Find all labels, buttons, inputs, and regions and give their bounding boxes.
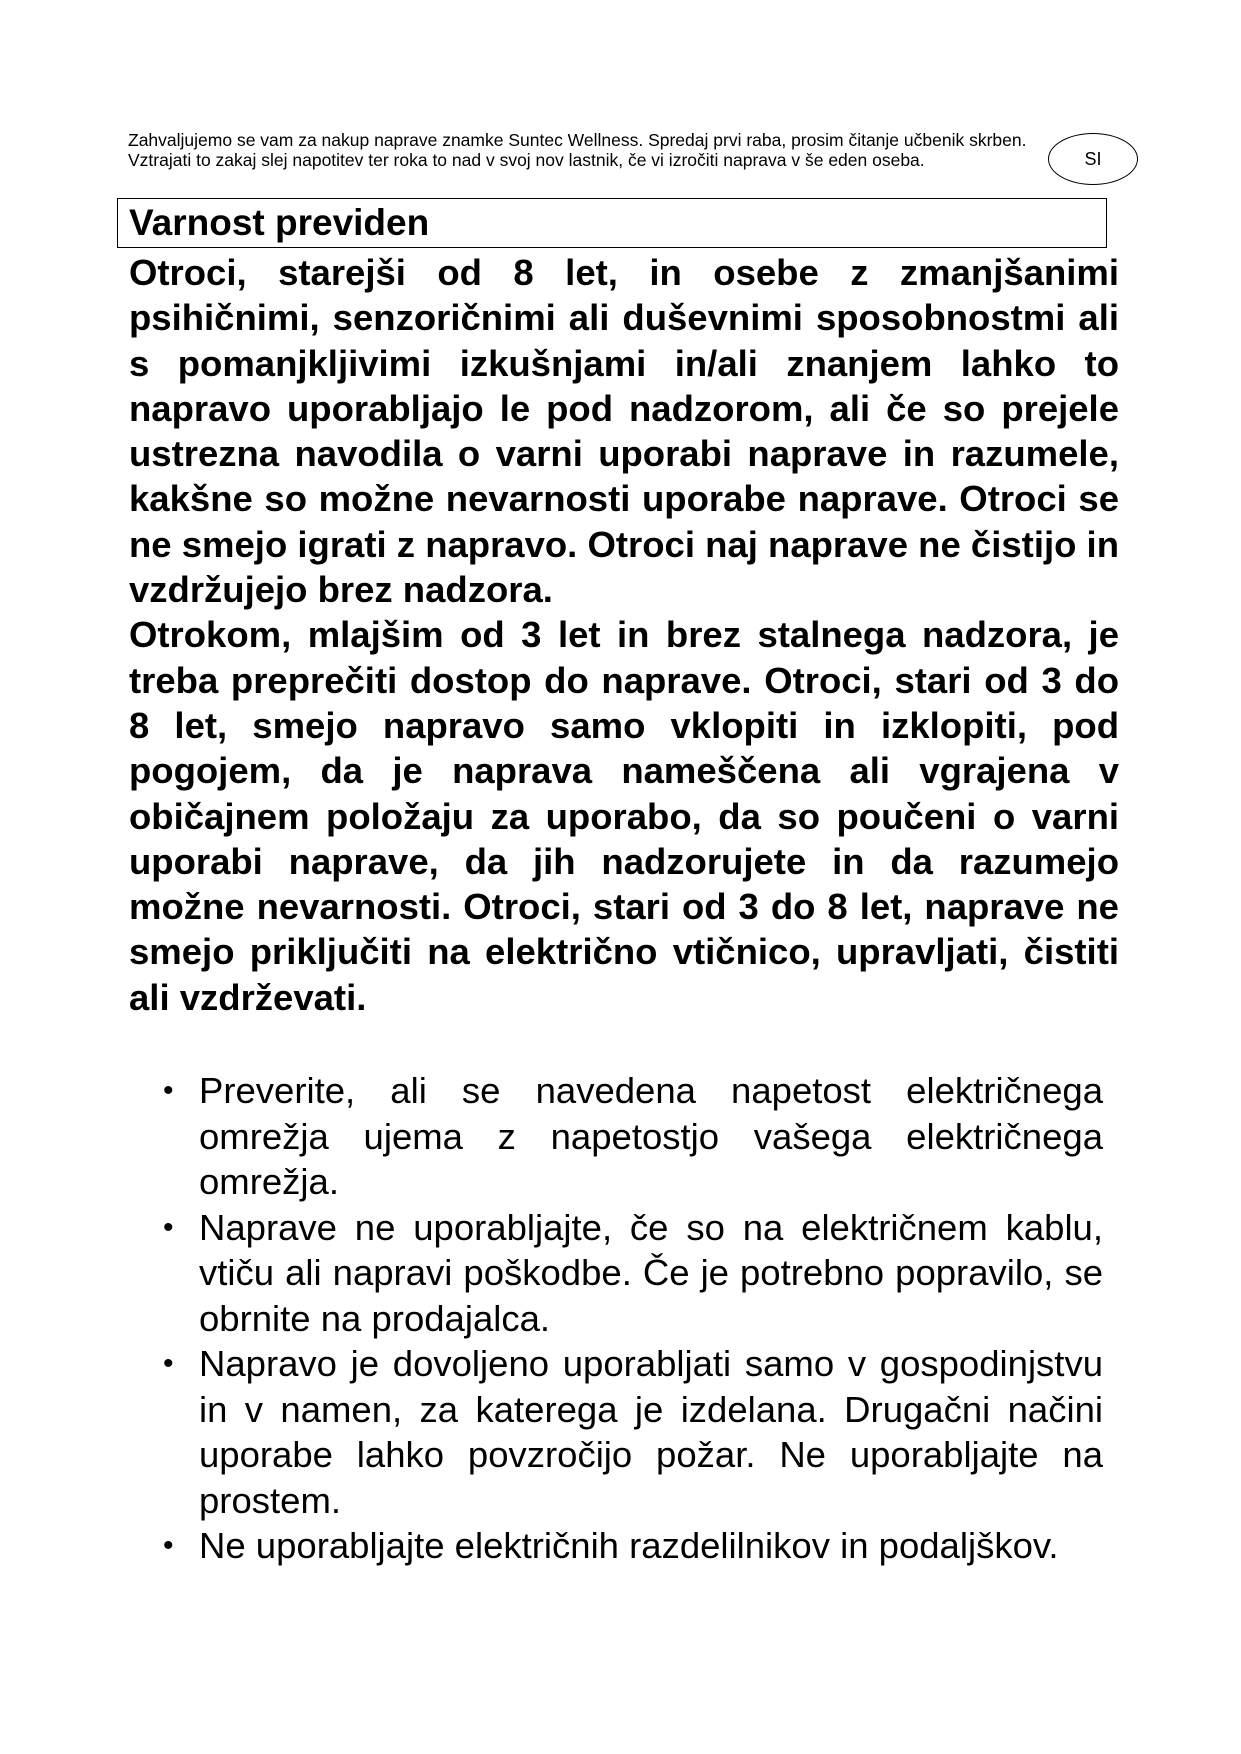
bullet-icon: •: [163, 1347, 174, 1380]
bullet-icon: •: [163, 1210, 174, 1244]
bullet-text: Preverite, ali se navedena napetost električnega omrežja ujema z napetostjo vašega električnega omrežja.: [199, 1070, 1103, 1202]
bullet-text: Naprave ne uporabljajte, če so na električnem kablu, vtiču ali napravi poškodbe. Če je potrebno popravilo, se obrnite na prodajalca.: [199, 1206, 1103, 1339]
bullet-item-household-use: [163, 1341, 1103, 1523]
bullet-icon: •: [163, 1529, 174, 1562]
bullet-text: Ne uporabljajte električnih razdelilnikov in podaljškov.: [199, 1525, 1059, 1566]
language-badge-label: SI: [1084, 148, 1102, 169]
warning-paragraph-young-children: Otrokom, mlajšim od 3 let in brez stalnega nadzora, je treba preprečiti dostop do naprave. Otroci, stari od 3 do 8 let, smejo napravo samo vklopiti in izklopiti, pod pogojem, da je naprava nameščena ali vgrajena v običajnem položaju za uporabo, da so poučeni o varni uporabi naprave, da jih nadzorujete in da razumejo možne nevarnosti. Otroci, stari od 3 do 8 let, naprave ne smejo priključiti na električno vtičnico, upravljati, čistiti ali vzdrževati.: [129, 614, 1119, 1018]
warning-paragraph-children: Otroci, starejši od 8 let, in osebe z zmanjšanimi psihičnimi, senzoričnimi ali duševnimi sposobnostmi ali s pomanjkljivimi izkušnjami in/ali znanjem lahko to napravo uporabljajo le pod nadzorom, ali če so prejele ustrezna navodila o varni uporabi naprave in razumele, kakšne so možne nevarnosti uporabe naprave. Otroci se ne smejo igrati z napravo. Otroci naj naprave ne čistijo in vzdržujejo brez nadzora.: [129, 252, 1119, 611]
safety-bullet-list: [163, 1068, 1103, 1569]
bullet-icon: •: [163, 1074, 174, 1107]
language-badge: [1048, 133, 1138, 185]
bullet-item-voltage: [163, 1068, 1103, 1205]
warning-block: [129, 250, 1119, 1020]
bullet-item-extensions: [163, 1523, 1103, 1569]
section-title: Varnost previden: [129, 202, 430, 243]
bullet-item-damage: [163, 1205, 1103, 1342]
section-header-box: [117, 198, 1107, 248]
bullet-text: Napravo je dovoljeno uporabljati samo v gospodinjstvu in v namen, za katerega je izdelana. Drugačni načini uporabe lahko povzročijo požar. Ne uporabljajte na prostem.: [199, 1343, 1103, 1521]
intro-text: Zahvaljujemo se vam za nakup naprave znamke Suntec Wellness. Spredaj prvi raba, prosim čitanje učbenik skrben. Vztrajati to zakaj slej napotitev ter roka to nad v svoj nov lastnik, če vi izročiti naprava v še eden oseba.: [128, 130, 1027, 170]
